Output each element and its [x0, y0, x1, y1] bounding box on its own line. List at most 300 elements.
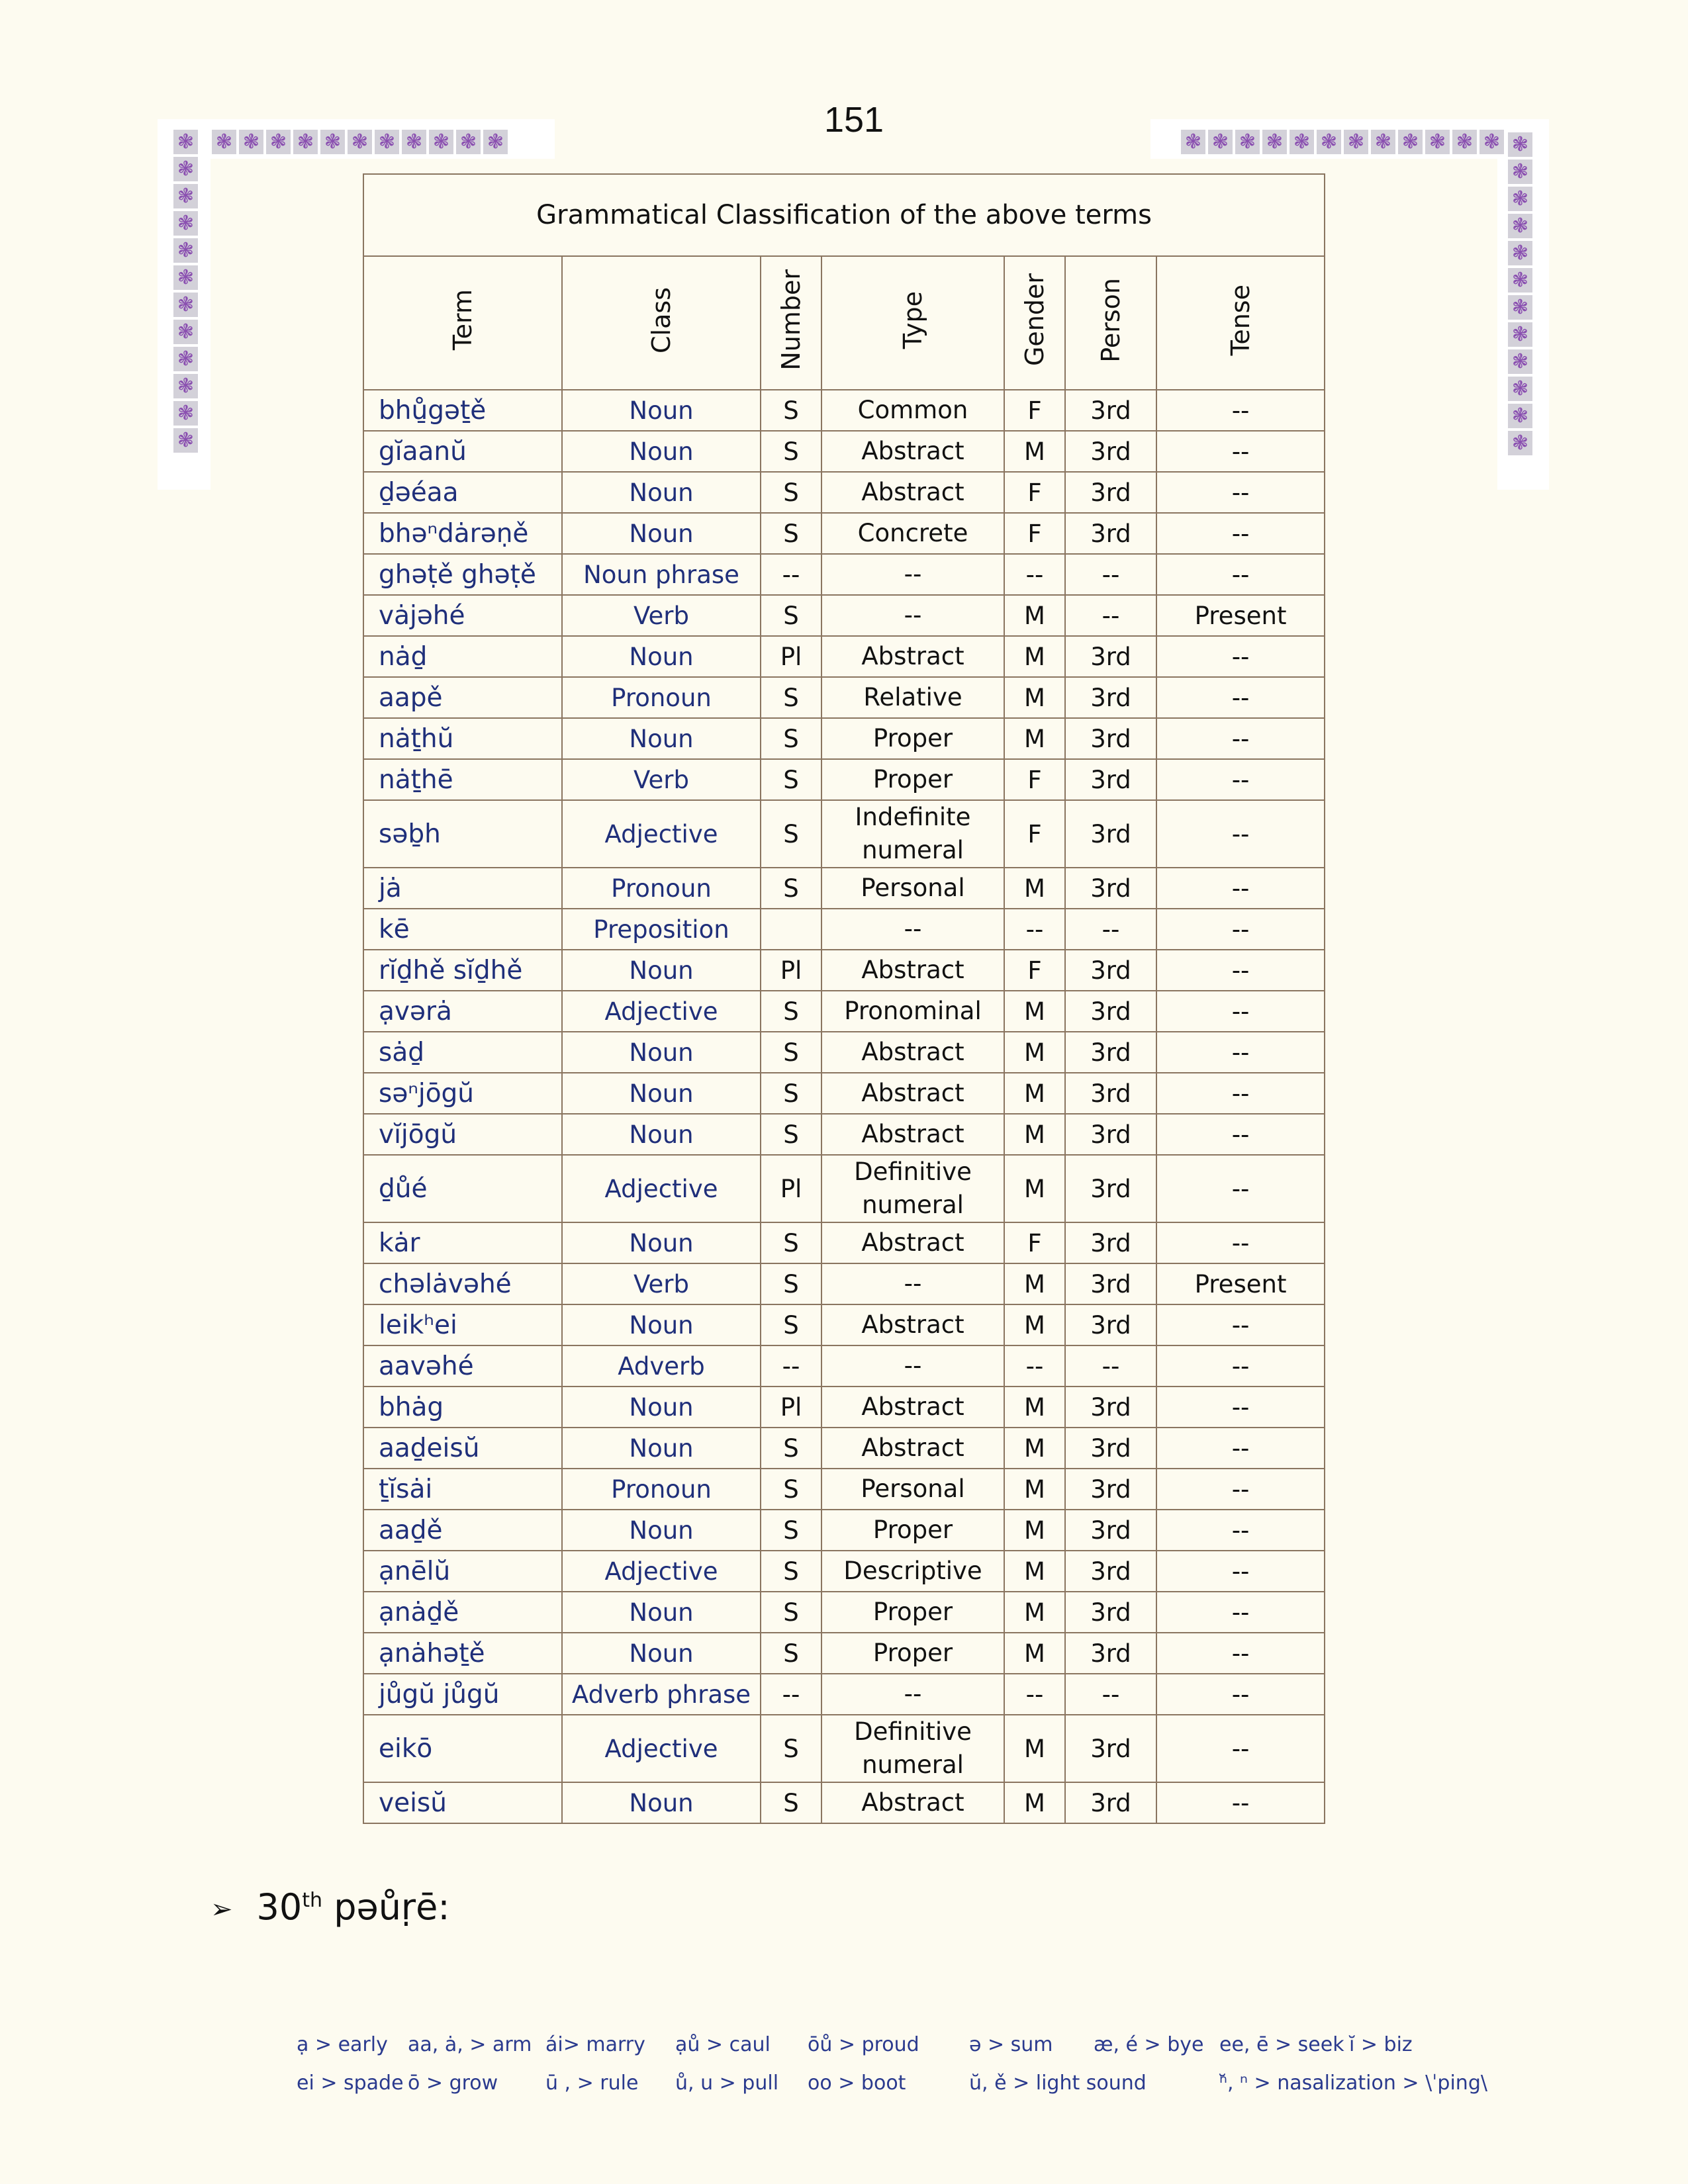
cell-person: 3rd — [1065, 1510, 1156, 1551]
cell-person: 3rd — [1065, 1469, 1156, 1510]
column-header-gender — [1004, 256, 1065, 390]
table-row — [363, 431, 1325, 472]
table-row — [363, 1469, 1325, 1510]
cell-person: -- — [1065, 909, 1156, 950]
flower-ornament-icon: ❃ — [1508, 241, 1532, 265]
section-word: pəůṛē: — [334, 1886, 450, 1928]
cell-gender: F — [1004, 950, 1065, 991]
bullet-arrow-icon: ➢ — [211, 1894, 233, 1925]
cell-tense: -- — [1156, 1114, 1325, 1155]
cell-class: Noun — [562, 1633, 761, 1674]
cell-type: -- — [821, 595, 1004, 636]
cell-number: S — [761, 800, 821, 868]
cell-tense: -- — [1156, 1345, 1325, 1387]
cell-tense: -- — [1156, 718, 1325, 759]
flower-ornament-icon: ❃ — [1479, 130, 1504, 154]
cell-gender: M — [1004, 718, 1065, 759]
cell-person: 3rd — [1065, 1073, 1156, 1114]
cell-type: Abstract — [821, 1428, 1004, 1469]
table-row — [363, 1155, 1325, 1222]
cell-person: 3rd — [1065, 1633, 1156, 1674]
column-header-term — [363, 256, 562, 390]
flower-ornament-icon: ❃ — [1508, 214, 1532, 238]
cell-type: Abstract — [821, 950, 1004, 991]
flower-ornament-icon: ❃ — [1371, 130, 1395, 154]
cell-type: -- — [821, 1263, 1004, 1304]
cell-tense: -- — [1156, 1592, 1325, 1633]
cell-term: bhů̱gəṯě — [363, 390, 562, 431]
cell-number: Pl — [761, 1155, 821, 1222]
cell-gender: M — [1004, 1510, 1065, 1551]
table-row — [363, 1715, 1325, 1782]
table-row — [363, 800, 1325, 868]
column-header-number — [761, 256, 821, 390]
flower-ornament-icon: ❃ — [375, 130, 399, 154]
cell-person: -- — [1065, 1345, 1156, 1387]
cell-person: 3rd — [1065, 718, 1156, 759]
cell-tense: -- — [1156, 1155, 1325, 1222]
cell-type: -- — [821, 554, 1004, 595]
flower-ornament-icon: ❃ — [348, 130, 372, 154]
flower-ornament-icon: ❃ — [1508, 159, 1532, 184]
cell-number: S — [761, 472, 821, 513]
cell-tense: -- — [1156, 1387, 1325, 1428]
cell-person: 3rd — [1065, 1032, 1156, 1073]
cell-class: Noun — [562, 1782, 761, 1823]
cell-class: Verb — [562, 595, 761, 636]
cell-class: Noun — [562, 1032, 761, 1073]
cell-gender: M — [1004, 1633, 1065, 1674]
top-right-ornament-row — [1181, 130, 1504, 154]
cell-number: S — [761, 390, 821, 431]
cell-tense: -- — [1156, 1510, 1325, 1551]
cell-term: aaḏě — [363, 1510, 562, 1551]
cell-person: 3rd — [1065, 1782, 1156, 1823]
cell-tense: -- — [1156, 991, 1325, 1032]
legend-item: ạ > early — [297, 2033, 388, 2056]
cell-term: ghəṭě ghəṭě — [363, 554, 562, 595]
cell-number: S — [761, 1304, 821, 1345]
cell-term: ạnȧhəṯě — [363, 1633, 562, 1674]
cell-class: Noun — [562, 1428, 761, 1469]
cell-term: ṯĭsȧi — [363, 1469, 562, 1510]
column-header-label: Tense — [1226, 284, 1256, 356]
cell-person: 3rd — [1065, 759, 1156, 800]
flower-ornament-icon: ❃ — [456, 130, 481, 154]
cell-term: kē — [363, 909, 562, 950]
cell-number: S — [761, 759, 821, 800]
cell-class: Noun — [562, 636, 761, 677]
cell-number: S — [761, 1114, 821, 1155]
cell-tense: -- — [1156, 554, 1325, 595]
cell-tense: -- — [1156, 909, 1325, 950]
cell-type: Proper — [821, 759, 1004, 800]
cell-gender: M — [1004, 868, 1065, 909]
flower-ornament-icon: ❃ — [1508, 187, 1532, 211]
cell-number: -- — [761, 554, 821, 595]
pronunciation-legend-row-1 — [297, 2033, 1429, 2056]
flower-ornament-icon: ❃ — [173, 428, 198, 453]
table-row — [363, 595, 1325, 636]
legend-item: ạů > caul — [675, 2033, 771, 2056]
flower-ornament-icon: ❃ — [1208, 130, 1233, 154]
cell-term: bhȧg — [363, 1387, 562, 1428]
cell-number: -- — [761, 1345, 821, 1387]
section-heading — [211, 1886, 450, 1928]
cell-type: Concrete — [821, 513, 1004, 554]
cell-tense: -- — [1156, 1469, 1325, 1510]
table-row — [363, 1428, 1325, 1469]
cell-class: Noun — [562, 1592, 761, 1633]
cell-tense: -- — [1156, 1304, 1325, 1345]
cell-type: -- — [821, 909, 1004, 950]
cell-term: ḏəéaa — [363, 472, 562, 513]
cell-type: Abstract — [821, 472, 1004, 513]
table-header-row — [363, 256, 1325, 390]
cell-class: Noun — [562, 1114, 761, 1155]
cell-person: 3rd — [1065, 390, 1156, 431]
table-row — [363, 1551, 1325, 1592]
cell-number: S — [761, 1510, 821, 1551]
cell-term: kȧr — [363, 1222, 562, 1263]
cell-number: S — [761, 1073, 821, 1114]
legend-item: ə > sum — [969, 2033, 1053, 2056]
cell-type: Indefinite numeral — [821, 800, 1004, 868]
cell-gender: -- — [1004, 1345, 1065, 1387]
cell-gender: M — [1004, 595, 1065, 636]
cell-term: vȧjəhé — [363, 595, 562, 636]
cell-class: Noun — [562, 472, 761, 513]
cell-tense: Present — [1156, 1263, 1325, 1304]
legend-item: ⁿ̆, ⁿ > nasalization > \ˈping\ — [1219, 2071, 1487, 2095]
flower-ornament-icon: ❃ — [173, 347, 198, 371]
flower-ornament-icon: ❃ — [173, 238, 198, 263]
cell-type: Proper — [821, 1510, 1004, 1551]
cell-class: Pronoun — [562, 677, 761, 718]
cell-term: gĭaanŭ — [363, 431, 562, 472]
column-header-label: Term — [448, 289, 477, 351]
cell-class: Pronoun — [562, 868, 761, 909]
cell-term: ạnȧḏě — [363, 1592, 562, 1633]
cell-number: S — [761, 595, 821, 636]
cell-tense: -- — [1156, 1428, 1325, 1469]
table-row — [363, 868, 1325, 909]
flower-ornament-icon: ❃ — [1508, 132, 1532, 157]
cell-type: Personal — [821, 1469, 1004, 1510]
cell-gender: -- — [1004, 909, 1065, 950]
cell-term: jůgŭ jůgŭ — [363, 1674, 562, 1715]
table-row — [363, 390, 1325, 431]
cell-gender: F — [1004, 472, 1065, 513]
flower-ornament-icon: ❃ — [1235, 130, 1260, 154]
cell-term: rĭḏhě sĭḏhě — [363, 950, 562, 991]
cell-type: -- — [821, 1674, 1004, 1715]
cell-tense: -- — [1156, 513, 1325, 554]
cell-gender: F — [1004, 800, 1065, 868]
cell-class: Noun — [562, 390, 761, 431]
cell-term: nȧṯhē — [363, 759, 562, 800]
cell-class: Noun — [562, 1387, 761, 1428]
flower-ornament-icon: ❃ — [173, 401, 198, 426]
flower-ornament-icon: ❃ — [1508, 268, 1532, 293]
cell-number: S — [761, 513, 821, 554]
legend-item: aa, ȧ, > arm — [408, 2033, 532, 2056]
table-row — [363, 513, 1325, 554]
cell-tense: -- — [1156, 868, 1325, 909]
cell-type: Pronominal — [821, 991, 1004, 1032]
cell-number: S — [761, 1222, 821, 1263]
cell-tense: -- — [1156, 1032, 1325, 1073]
cell-gender: M — [1004, 677, 1065, 718]
cell-person: 3rd — [1065, 1715, 1156, 1782]
column-header-type — [821, 256, 1004, 390]
legend-item: ŭ, ě > light sound — [969, 2071, 1147, 2095]
table-row — [363, 991, 1325, 1032]
cell-class: Verb — [562, 1263, 761, 1304]
cell-type: Abstract — [821, 1114, 1004, 1155]
flower-ornament-icon: ❃ — [266, 130, 291, 154]
cell-gender: M — [1004, 1551, 1065, 1592]
cell-number: S — [761, 991, 821, 1032]
column-header-class — [562, 256, 761, 390]
cell-person: 3rd — [1065, 950, 1156, 991]
flower-ornament-icon: ❃ — [1289, 130, 1314, 154]
cell-class: Adjective — [562, 991, 761, 1032]
cell-number: S — [761, 1782, 821, 1823]
cell-gender: M — [1004, 1592, 1065, 1633]
flower-ornament-icon: ❃ — [1262, 130, 1287, 154]
flower-ornament-icon: ❃ — [1508, 431, 1532, 455]
cell-type: Abstract — [821, 1222, 1004, 1263]
cell-tense: -- — [1156, 1674, 1325, 1715]
table-row — [363, 718, 1325, 759]
cell-term: nȧḏ — [363, 636, 562, 677]
cell-number: S — [761, 1551, 821, 1592]
cell-person: 3rd — [1065, 1114, 1156, 1155]
cell-type: Common — [821, 390, 1004, 431]
cell-term: leikʰei — [363, 1304, 562, 1345]
cell-term: səḇh — [363, 800, 562, 868]
table-row — [363, 677, 1325, 718]
table-row — [363, 1782, 1325, 1823]
cell-person: -- — [1065, 554, 1156, 595]
cell-class: Noun phrase — [562, 554, 761, 595]
table-row — [363, 950, 1325, 991]
cell-number: S — [761, 718, 821, 759]
cell-person: 3rd — [1065, 1551, 1156, 1592]
cell-term: jȧ — [363, 868, 562, 909]
cell-person: 3rd — [1065, 636, 1156, 677]
cell-person: 3rd — [1065, 1592, 1156, 1633]
cell-term: ạnēlŭ — [363, 1551, 562, 1592]
cell-tense: -- — [1156, 1633, 1325, 1674]
cell-number: S — [761, 1263, 821, 1304]
cell-term: veisŭ — [363, 1782, 562, 1823]
cell-number: S — [761, 431, 821, 472]
cell-type: Abstract — [821, 1073, 1004, 1114]
legend-item: æ, é > bye — [1094, 2033, 1204, 2056]
table-row — [363, 1032, 1325, 1073]
cell-class: Noun — [562, 431, 761, 472]
legend-item: ái> marry — [545, 2033, 645, 2056]
cell-number: S — [761, 868, 821, 909]
cell-gender: M — [1004, 1032, 1065, 1073]
cell-tense: -- — [1156, 636, 1325, 677]
cell-gender: M — [1004, 1387, 1065, 1428]
cell-class: Adjective — [562, 1155, 761, 1222]
flower-ornament-icon: ❃ — [1508, 377, 1532, 401]
flower-ornament-icon: ❃ — [1425, 130, 1450, 154]
cell-person: 3rd — [1065, 431, 1156, 472]
cell-gender: M — [1004, 1073, 1065, 1114]
cell-person: 3rd — [1065, 868, 1156, 909]
flower-ornament-icon: ❃ — [173, 293, 198, 317]
table-row — [363, 472, 1325, 513]
cell-term: səⁿjōgŭ — [363, 1073, 562, 1114]
cell-term: chəlȧvəhé — [363, 1263, 562, 1304]
cell-person: 3rd — [1065, 472, 1156, 513]
table-row — [363, 1222, 1325, 1263]
table-body — [363, 390, 1325, 1823]
column-header-tense — [1156, 256, 1325, 390]
cell-tense: -- — [1156, 1222, 1325, 1263]
cell-person: 3rd — [1065, 513, 1156, 554]
flower-ornament-icon: ❃ — [429, 130, 453, 154]
cell-tense: -- — [1156, 390, 1325, 431]
cell-number: S — [761, 1633, 821, 1674]
cell-person: -- — [1065, 1674, 1156, 1715]
cell-gender: F — [1004, 759, 1065, 800]
cell-class: Noun — [562, 1222, 761, 1263]
cell-gender: M — [1004, 1304, 1065, 1345]
table-title: Grammatical Classification of the above terms — [363, 174, 1325, 256]
cell-number: Pl — [761, 950, 821, 991]
legend-item: ee, ē > seek — [1219, 2033, 1344, 2056]
flower-ornament-icon: ❃ — [173, 130, 198, 154]
cell-number: Pl — [761, 636, 821, 677]
table-row — [363, 1510, 1325, 1551]
cell-person: 3rd — [1065, 1263, 1156, 1304]
cell-person: 3rd — [1065, 1428, 1156, 1469]
cell-gender: -- — [1004, 554, 1065, 595]
cell-gender: M — [1004, 1114, 1065, 1155]
cell-term: nȧṯhŭ — [363, 718, 562, 759]
cell-class: Verb — [562, 759, 761, 800]
cell-class: Noun — [562, 950, 761, 991]
flower-ornament-icon: ❃ — [1508, 295, 1532, 320]
table-row — [363, 1073, 1325, 1114]
cell-type: Definitive numeral — [821, 1715, 1004, 1782]
flower-ornament-icon: ❃ — [1317, 130, 1341, 154]
column-header-label: Person — [1096, 277, 1125, 363]
cell-term: bhəⁿdȧrəṇě — [363, 513, 562, 554]
cell-tense: -- — [1156, 1551, 1325, 1592]
cell-term: aapě — [363, 677, 562, 718]
flower-ornament-icon: ❃ — [173, 211, 198, 236]
cell-class: Noun — [562, 1304, 761, 1345]
cell-class: Adjective — [562, 1551, 761, 1592]
legend-item: ĭ > biz — [1349, 2033, 1413, 2056]
table-row — [363, 909, 1325, 950]
cell-term: aaḏeisŭ — [363, 1428, 562, 1469]
column-header-label: Class — [647, 287, 676, 353]
cell-gender: M — [1004, 636, 1065, 677]
cell-type: Abstract — [821, 1387, 1004, 1428]
cell-term: ḏůé — [363, 1155, 562, 1222]
cell-tense: -- — [1156, 800, 1325, 868]
legend-item: ū , > rule — [545, 2071, 639, 2095]
cell-type: Abstract — [821, 1304, 1004, 1345]
top-left-ornament-row — [212, 130, 508, 154]
cell-tense: -- — [1156, 1073, 1325, 1114]
table-row — [363, 1674, 1325, 1715]
legend-item: ō > grow — [408, 2071, 498, 2095]
flower-ornament-icon: ❃ — [1398, 130, 1423, 154]
cell-type: Relative — [821, 677, 1004, 718]
cell-class: Preposition — [562, 909, 761, 950]
cell-type: Abstract — [821, 1032, 1004, 1073]
flower-ornament-icon: ❃ — [173, 184, 198, 208]
column-header-label: Type — [898, 291, 927, 349]
cell-type: Proper — [821, 1592, 1004, 1633]
cell-tense: -- — [1156, 1715, 1325, 1782]
cell-person: 3rd — [1065, 1304, 1156, 1345]
cell-type: Abstract — [821, 431, 1004, 472]
right-ornament-column — [1508, 132, 1532, 455]
cell-number: S — [761, 1032, 821, 1073]
flower-ornament-icon: ❃ — [173, 157, 198, 181]
table-row — [363, 1633, 1325, 1674]
cell-number: S — [761, 677, 821, 718]
cell-gender: F — [1004, 390, 1065, 431]
cell-gender: M — [1004, 1263, 1065, 1304]
cell-term: eikō — [363, 1715, 562, 1782]
cell-number: S — [761, 1469, 821, 1510]
flower-ornament-icon: ❃ — [239, 130, 263, 154]
cell-person: 3rd — [1065, 1222, 1156, 1263]
cell-term: ạvərȧ — [363, 991, 562, 1032]
cell-tense: -- — [1156, 431, 1325, 472]
cell-type: -- — [821, 1345, 1004, 1387]
table-row — [363, 1263, 1325, 1304]
legend-item: oo > boot — [808, 2071, 906, 2095]
cell-term: sȧḏ — [363, 1032, 562, 1073]
cell-person: 3rd — [1065, 1155, 1156, 1222]
column-header-label: Gender — [1020, 273, 1049, 367]
cell-class: Adjective — [562, 800, 761, 868]
cell-number: Pl — [761, 1387, 821, 1428]
flower-ornament-icon: ❃ — [293, 130, 318, 154]
flower-ornament-icon: ❃ — [173, 374, 198, 398]
cell-person: -- — [1065, 595, 1156, 636]
cell-type: Abstract — [821, 1782, 1004, 1823]
table-row — [363, 1387, 1325, 1428]
cell-type: Personal — [821, 868, 1004, 909]
cell-gender: M — [1004, 991, 1065, 1032]
table-row — [363, 759, 1325, 800]
cell-number — [761, 909, 821, 950]
table-row — [363, 1592, 1325, 1633]
cell-class: Noun — [562, 513, 761, 554]
cell-gender: M — [1004, 1469, 1065, 1510]
flower-ornament-icon: ❃ — [483, 130, 508, 154]
cell-gender: M — [1004, 1155, 1065, 1222]
cell-tense: -- — [1156, 472, 1325, 513]
cell-gender: F — [1004, 513, 1065, 554]
cell-person: 3rd — [1065, 677, 1156, 718]
flower-ornament-icon: ❃ — [1508, 349, 1532, 374]
cell-class: Noun — [562, 1510, 761, 1551]
